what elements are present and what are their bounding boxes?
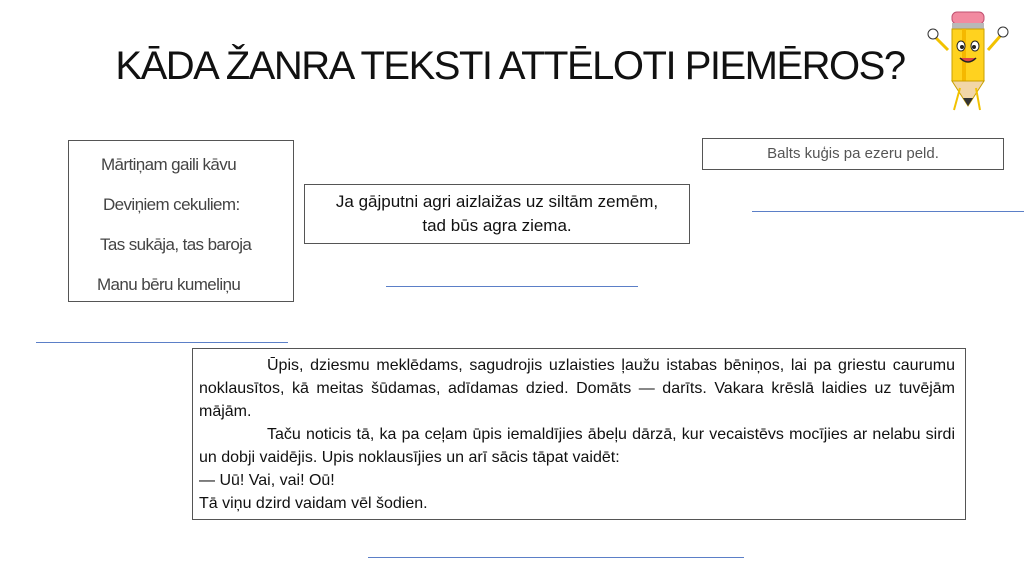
story-line: Tā viņu dzird vaidam vēl šodien. — [199, 495, 428, 512]
poem-box — [68, 140, 294, 302]
sentence-box: Balts kuģis pa ezeru peld. — [702, 138, 1004, 170]
pencil-mascot-icon — [926, 6, 1010, 114]
poem-line: Mārtiņam gaili kāvu — [101, 155, 237, 174]
story-box — [192, 348, 966, 520]
poem-line: Tas sukāja, tas baroja — [100, 235, 252, 254]
answer-line — [386, 286, 638, 287]
story-paragraph: Ūpis, dziesmu meklēdams, sagudrojis uzlaisties ļaužu istabas bēniņos, lai pa griestu caurumu noklausītos, kā meitas šūdamas, adīdamas dzied. Domāts — darīts. Vakara krēslā laidies uz tuvējām mājām. — [199, 357, 955, 420]
answer-line — [368, 557, 744, 558]
poem-line: Manu bēru kumeliņu — [97, 275, 241, 294]
page-title: KĀDA ŽANRA TEKSTI ATTĒLOTI PIEMĒROS? — [115, 44, 905, 88]
proverb-line: Ja gājputni agri aizlaižas uz siltām zemēm, — [335, 192, 659, 211]
story-paragraph: Taču noticis tā, ka pa ceļam ūpis iemaldījies ābeļu dārzā, kur vecaistēvs mocījies ar nelabu sirdi un dobji vaidējis. Upis noklausījies un arī sācis tāpat vaidēt: — [199, 426, 955, 466]
proverb-box — [304, 184, 690, 244]
answer-line — [752, 211, 1024, 212]
answer-line — [36, 342, 288, 343]
proverb-line: tad būs agra ziema. — [422, 216, 572, 235]
poem-line: Deviņiem cekuliem: — [103, 195, 240, 214]
story-line: — Uū! Vai, vai! Oū! — [199, 472, 335, 489]
